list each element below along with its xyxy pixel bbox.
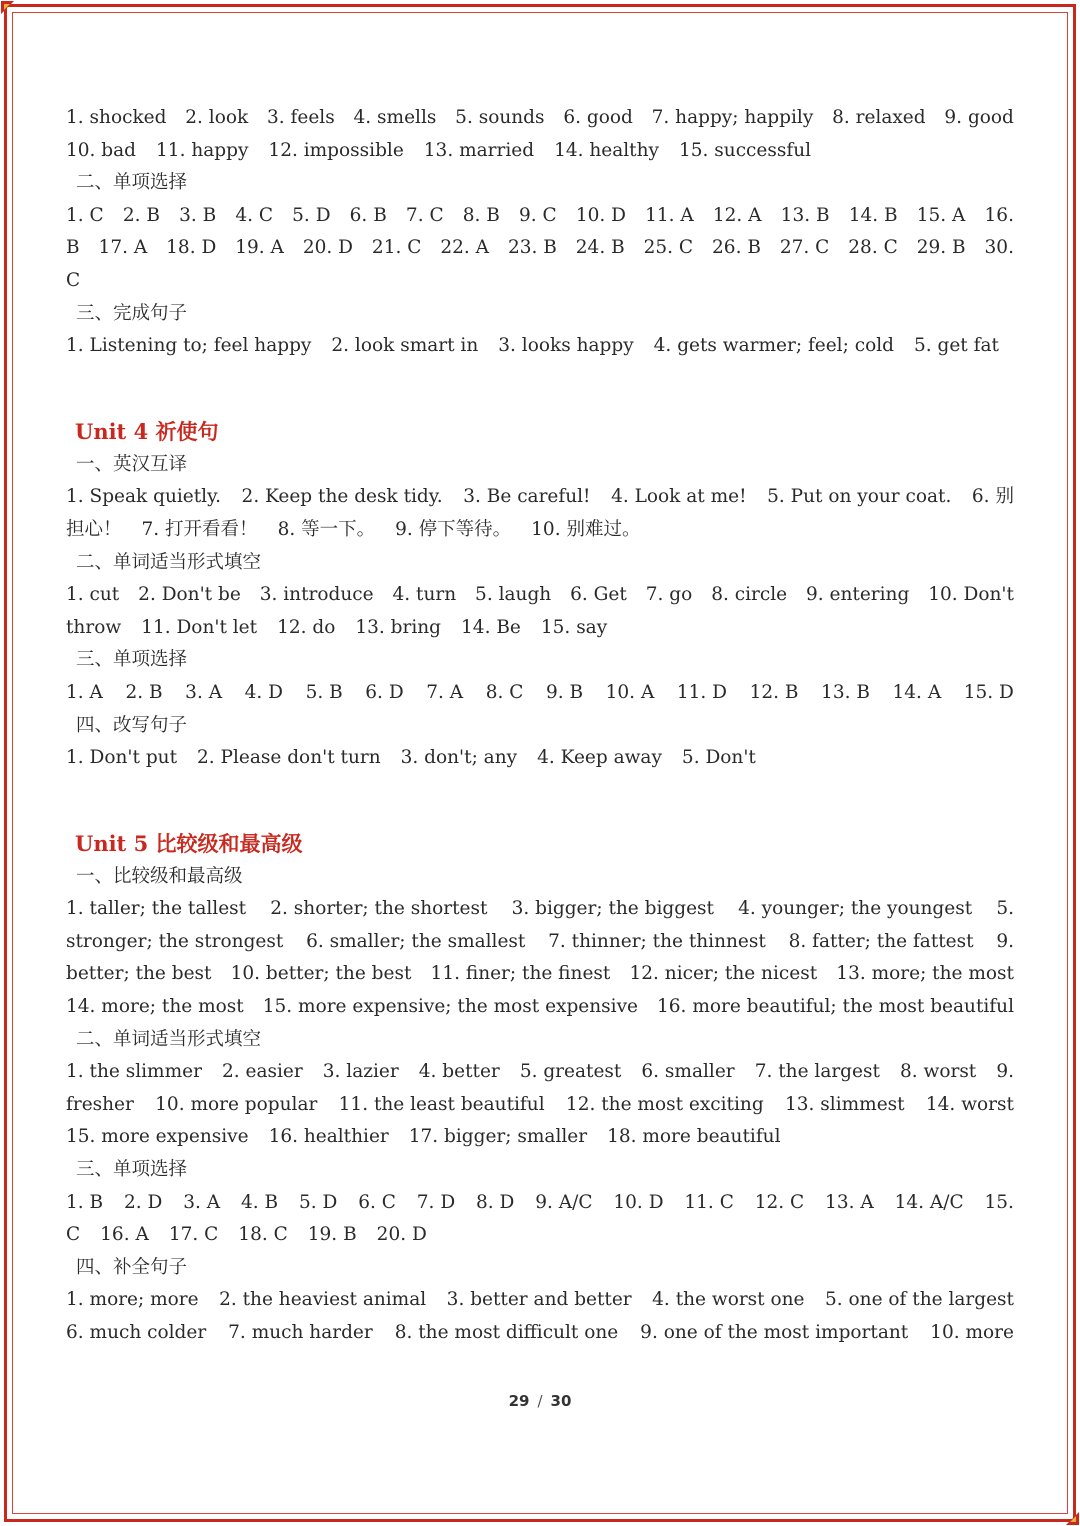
answer-item: 12. do: [277, 616, 336, 638]
answer-item: 13. B: [821, 681, 870, 703]
answer-item: 8. C: [485, 681, 524, 703]
answer-item: 15. more expensive; the most expensive: [262, 996, 638, 1018]
answer-item: 6. 别: [971, 486, 1014, 508]
answer-line: [66, 893, 1014, 926]
answer-item: 6. smaller: [641, 1061, 735, 1083]
answer-item: 3. lazier: [322, 1061, 399, 1083]
answer-item: 14. A: [892, 681, 942, 703]
answer-item: 7. happy; happily: [651, 107, 814, 128]
answer-item: 2. easier: [221, 1061, 303, 1083]
answer-line: [66, 991, 1014, 1024]
answer-line: [66, 265, 1014, 298]
answer-item: 4. gets warmer; feel; cold: [653, 335, 894, 357]
answer-item: 9. B: [545, 681, 584, 703]
answer-item: 13. A: [825, 1191, 874, 1213]
answer-item: 26. B: [712, 237, 761, 259]
answer-item: 11. happy: [156, 139, 249, 161]
answer-item: 1. Don't put: [66, 747, 178, 769]
section-heading: 三、单项选择: [76, 1159, 188, 1181]
answer-item: 7. thinner; the thinnest: [548, 930, 766, 952]
answer-item: 5. D: [292, 204, 331, 226]
answer-item: 8. D: [476, 1191, 515, 1213]
answer-item: 6. D: [365, 681, 404, 703]
answer-item: 9. one of the most important: [640, 1322, 909, 1343]
answer-item: 3. looks happy: [498, 335, 634, 357]
answer-item: 14. healthy: [554, 139, 659, 161]
answer-item: 9.: [996, 1061, 1014, 1083]
answer-item: 12. the most exciting: [565, 1093, 764, 1115]
answer-item: 1. Listening to; feel happy: [66, 335, 312, 357]
answer-item: 10. D: [575, 204, 626, 226]
answer-item: 5. B: [305, 681, 343, 703]
answer-item: 16.: [984, 204, 1014, 226]
answer-item: C: [66, 269, 81, 291]
answer-item: 4. turn: [392, 584, 457, 606]
answer-item: 12. nicer; the nicest: [629, 963, 818, 985]
section-heading: 一、英汉互译: [76, 453, 188, 475]
answer-line: [66, 1089, 1014, 1122]
answer-item: 7. go: [645, 584, 693, 606]
answer-item: 14. B: [848, 204, 898, 226]
answer-item: 11. the least beautiful: [338, 1093, 545, 1115]
answer-item: 14. Be: [461, 616, 521, 638]
answer-item: stronger; the strongest: [66, 930, 284, 952]
answer-item: 14. more; the most: [66, 996, 244, 1018]
answer-item: 15.: [984, 1191, 1014, 1213]
total-pages: 30: [550, 1392, 572, 1410]
answer-line: [66, 232, 1014, 265]
answer-item: 4. better: [418, 1061, 500, 1083]
answer-item: fresher: [66, 1093, 134, 1115]
section-unit4: [66, 415, 1014, 775]
answer-item: 1. taller; the tallest: [66, 898, 247, 920]
answer-item: 2. Keep the desk tidy.: [241, 486, 443, 508]
answer-item: 13. bring: [355, 616, 442, 638]
answer-item: 9. good: [944, 107, 1014, 128]
answer-item: throw: [66, 616, 122, 638]
answer-item: 22. A: [440, 237, 489, 259]
answer-item: 10. bad: [66, 139, 137, 161]
page-separator: /: [537, 1392, 543, 1410]
answer-item: 1. cut: [66, 584, 120, 606]
answer-item: 2. Don't be: [138, 584, 241, 606]
answer-item: 13. slimmest: [784, 1093, 905, 1115]
answer-item: 10. A: [605, 681, 655, 703]
section-unit3-tail: [66, 102, 1014, 363]
answer-item: 1. C: [66, 204, 104, 226]
answer-item: 3. B: [179, 204, 217, 226]
answer-line: [66, 579, 1014, 612]
answer-item: 11. A: [645, 204, 694, 226]
answer-line: [66, 330, 1014, 363]
answer-item: 23. B: [507, 237, 557, 259]
answer-line: [66, 1121, 1014, 1154]
answer-item: 10. better; the best: [230, 963, 412, 985]
answer-item: B: [66, 237, 80, 259]
answer-item: 3. feels: [267, 107, 335, 128]
answer-item: 10. more: [930, 1322, 1014, 1343]
answer-item: 13. married: [423, 139, 535, 161]
answer-item: 9. 停下等待。: [395, 518, 512, 540]
answer-item: 19. A: [235, 237, 284, 259]
answer-item: 28. C: [848, 237, 898, 259]
answer-item: 3. A: [185, 681, 223, 703]
answer-item: 5. sounds: [455, 107, 545, 128]
answer-item: 2. look: [185, 107, 249, 128]
unit-title: Unit 4 祈使句: [75, 418, 219, 444]
answer-item: 5. D: [299, 1191, 338, 1213]
answer-item: 2. D: [124, 1191, 163, 1213]
answer-item: 1. the slimmer: [66, 1061, 202, 1083]
corner-ornament-icon: [1058, 1504, 1080, 1526]
answer-item: 9.: [996, 930, 1014, 952]
answer-item: 3. bigger; the biggest: [511, 898, 714, 920]
section-heading: 一、比较级和最高级: [76, 865, 243, 887]
answer-item: 17. A: [98, 237, 148, 259]
answer-item: 12. A: [712, 204, 762, 226]
answer-item: 7. much harder: [228, 1322, 373, 1343]
answer-item: 6. good: [563, 107, 633, 128]
answer-line: [66, 1317, 1014, 1350]
answer-line: [66, 1187, 1014, 1220]
answer-line: [66, 742, 1014, 775]
section-unit5: [66, 827, 1014, 1350]
answer-item: 6. C: [358, 1191, 396, 1213]
answer-item: 10. more popular: [155, 1093, 318, 1115]
answer-item: 15. A: [916, 204, 966, 226]
answer-item: 10. Don't: [928, 584, 1014, 606]
section-heading: 二、单词适当形式填空: [76, 1028, 262, 1050]
answer-item: 21. C: [371, 237, 422, 259]
answer-item: 15. successful: [678, 139, 812, 161]
answer-item: 4. D: [244, 681, 284, 703]
answer-item: better; the best: [66, 963, 212, 985]
answer-item: 4. younger; the youngest: [738, 898, 973, 920]
answer-item: 17. C: [168, 1224, 219, 1246]
answer-item: 7. A: [426, 681, 464, 703]
answer-item: 4. Keep away: [537, 747, 662, 769]
page-number: [0, 1392, 1080, 1410]
answer-item: 10. D: [613, 1191, 664, 1213]
answer-item: 15. D: [963, 681, 1014, 703]
answer-item: 4. Look at me!: [611, 486, 747, 508]
answer-item: 24. B: [575, 237, 625, 259]
answer-line: [66, 926, 1014, 959]
answer-item: 7. the largest: [754, 1061, 880, 1083]
answer-item: 6. much colder: [66, 1322, 207, 1343]
section-heading: 四、改写句子: [76, 714, 188, 736]
answer-item: 5. greatest: [519, 1061, 622, 1083]
answer-item: 8. 等一下。: [277, 518, 376, 540]
answer-item: 20. D: [302, 237, 353, 259]
answer-line: [66, 514, 1014, 547]
answer-item: 4. smells: [353, 107, 437, 128]
answer-line: [66, 612, 1014, 645]
section-heading: 二、单词适当形式填空: [76, 551, 262, 573]
answer-item: 5. get fat: [913, 335, 999, 357]
answer-item: 7. 打开看看！: [141, 518, 258, 540]
answer-item: 3. don't; any: [400, 747, 518, 769]
answer-item: 14. worst: [925, 1093, 1014, 1115]
answer-line: [66, 1219, 1014, 1252]
answer-item: 14. A/C: [894, 1191, 964, 1213]
answer-line: [66, 677, 1014, 710]
answer-line: [66, 102, 1014, 135]
answer-item: 8. worst: [899, 1061, 977, 1083]
answer-item: 16. A: [100, 1224, 149, 1246]
answer-item: 4. C: [235, 204, 274, 226]
answer-item: 12. C: [754, 1191, 805, 1213]
answer-item: 15. say: [540, 616, 608, 638]
answer-item: 18. D: [166, 237, 217, 259]
answer-item: 7. C: [405, 204, 444, 226]
answer-item: C: [66, 1224, 81, 1246]
answer-item: 3. Be careful!: [463, 486, 591, 508]
answer-item: 2. shorter; the shortest: [270, 898, 488, 920]
answer-line: [66, 481, 1014, 514]
answer-line: [66, 1284, 1014, 1317]
answer-item: 16. healthier: [268, 1126, 389, 1148]
answer-item: 2. look smart in: [331, 335, 479, 357]
answer-item: 1. B: [66, 1191, 104, 1213]
answer-item: 1. Speak quietly.: [66, 486, 221, 508]
answer-item: 12. B: [749, 681, 799, 703]
answer-line: [66, 200, 1014, 233]
answer-item: 15. more expensive: [66, 1126, 249, 1148]
answer-item: 5.: [996, 898, 1014, 920]
answer-item: 9. A/C: [535, 1191, 593, 1213]
answer-item: 18. more beautiful: [607, 1126, 781, 1148]
answer-item: 18. C: [238, 1224, 288, 1246]
answer-item: 7. D: [416, 1191, 456, 1213]
answer-item: 17. bigger; smaller: [408, 1126, 588, 1148]
answer-item: 10. 别难过。: [531, 518, 641, 540]
answer-item: 27. C: [779, 237, 830, 259]
answer-item: 2. B: [125, 681, 163, 703]
current-page: 29: [508, 1392, 530, 1410]
answer-item: 8. B: [462, 204, 500, 226]
answer-item: 1. A: [66, 681, 103, 703]
answer-item: 1. more; more: [66, 1289, 199, 1311]
answer-item: 9. entering: [806, 584, 910, 606]
answer-item: 9. C: [519, 204, 557, 226]
section-heading: 三、完成句子: [76, 302, 188, 324]
answer-item: 6. smaller; the smallest: [306, 930, 526, 952]
answer-item: 12. impossible: [268, 139, 404, 161]
answer-item: 5. Don't: [681, 747, 756, 769]
answer-item: 20. D: [376, 1224, 427, 1246]
section-heading: 二、单项选择: [76, 172, 188, 194]
answer-item: 11. C: [684, 1191, 734, 1213]
answer-item: 3. A: [183, 1191, 221, 1213]
answer-content: [66, 102, 1014, 1350]
answer-item: 1. shocked: [66, 107, 167, 128]
unit-title: Unit 5 比较级和最高级: [75, 830, 303, 856]
answer-item: 5. Put on your coat.: [767, 486, 952, 508]
answer-item: 5. laugh: [475, 584, 552, 606]
answer-item: 25. C: [643, 237, 694, 259]
answer-item: 16. more beautiful; the most beautiful: [657, 996, 1014, 1018]
answer-item: 6. Get: [570, 584, 627, 606]
answer-item: 2. the heaviest animal: [219, 1289, 427, 1311]
answer-item: 13. B: [780, 204, 830, 226]
answer-item: 11. D: [676, 681, 728, 703]
answer-item: 4. B: [241, 1191, 279, 1213]
answer-item: 11. finer; the finest: [430, 963, 611, 985]
answer-item: 30.: [984, 237, 1014, 259]
answer-item: 19. B: [307, 1224, 357, 1246]
answer-item: 3. better and better: [446, 1289, 632, 1311]
answer-item: 担心！: [66, 518, 122, 540]
answer-item: 4. the worst one: [652, 1289, 805, 1311]
answer-item: 29. B: [916, 237, 966, 259]
answer-line: [66, 135, 1014, 168]
answer-item: 5. one of the largest: [825, 1289, 1014, 1311]
answer-item: 8. circle: [711, 584, 788, 606]
answer-item: 8. relaxed: [832, 107, 926, 128]
answer-item: 2. B: [122, 204, 160, 226]
answer-line: [66, 958, 1014, 991]
section-heading: 四、补全句子: [76, 1256, 188, 1278]
answer-item: 11. Don't let: [141, 616, 258, 638]
answer-item: 13. more; the most: [836, 963, 1014, 985]
answer-item: 3. introduce: [259, 584, 374, 606]
section-heading: 三、单项选择: [76, 649, 188, 671]
answer-item: 2. Please don't turn: [197, 747, 381, 769]
answer-item: 6. B: [349, 204, 387, 226]
answer-item: 8. the most difficult one: [394, 1322, 619, 1343]
answer-line: [66, 1056, 1014, 1089]
corner-ornament-icon: [0, 0, 22, 22]
answer-item: 8. fatter; the fattest: [788, 930, 974, 952]
